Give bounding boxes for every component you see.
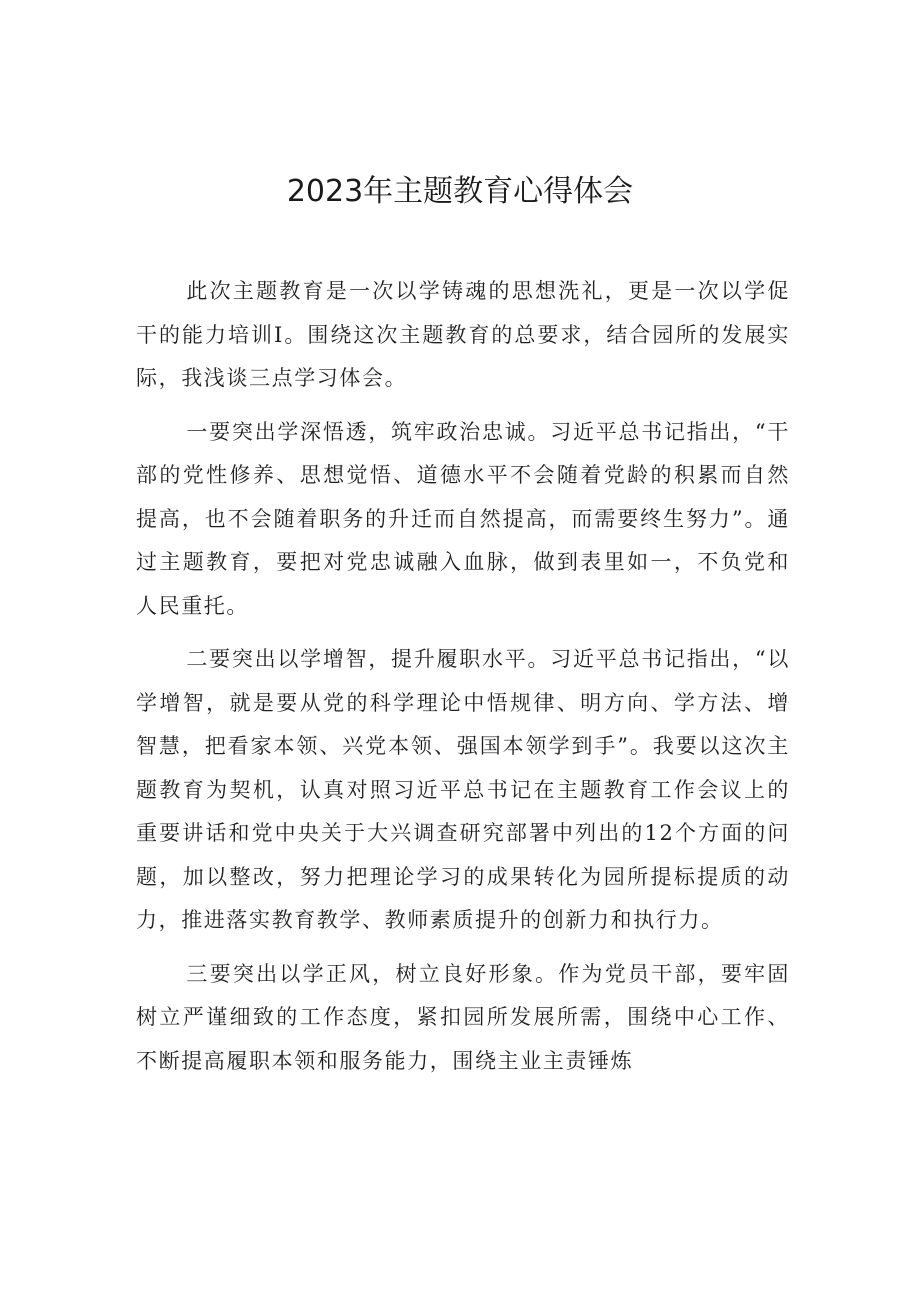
paragraph-point-three: 三要突出以学正风，树立良好形象。作为党员干部，要牢固树立严谨细致的工作态度，紧扣园所发展所需，围绕中心工作、不断提高履职本领和服务能力，围绕主业主责锤炼 [136, 961, 790, 1073]
document-body [136, 270, 790, 1093]
paragraph-point-two: 二要突出以学增智，提升履职水平。习近平总书记指出，“以学增智，就是要从党的科学理论中悟规律、明方向、学方法、增智慧，把看家本领、兴党本领、强国本领学到手”。我要以这次主题教育为契机，认真对照习近平总书记在主题教育工作会议上的重要讲话和党中央关于大兴调查研究部署中列出的12个方面的问题，加以整改，努力把理论学习的成果转化为园所提标提质的动力，推进落实教育教学、教师素质提升的创新力和执行力。 [136, 647, 790, 932]
paragraph-intro: 此次主题教育是一次以学铸魂的思想洗礼，更是一次以学促干的能力培训I。围绕这次主题教育的总要求，结合园所的发展实际，我浅谈三点学习体会。 [136, 279, 790, 390]
paragraph-point-one: 一要突出学深悟透，筑牢政治忠诚。习近平总书记指出，“干部的党性修养、思想觉悟、道德水平不会随着党龄的积累而自然提高，也不会随着职务的升迁而自然提高，而需要终生努力”。通过主题教育，要把对党忠诚融入血脉，做到表里如一，不负党和人民重托。 [136, 419, 790, 618]
document-title: 2023年主题教育心得体会 [286, 174, 634, 209]
